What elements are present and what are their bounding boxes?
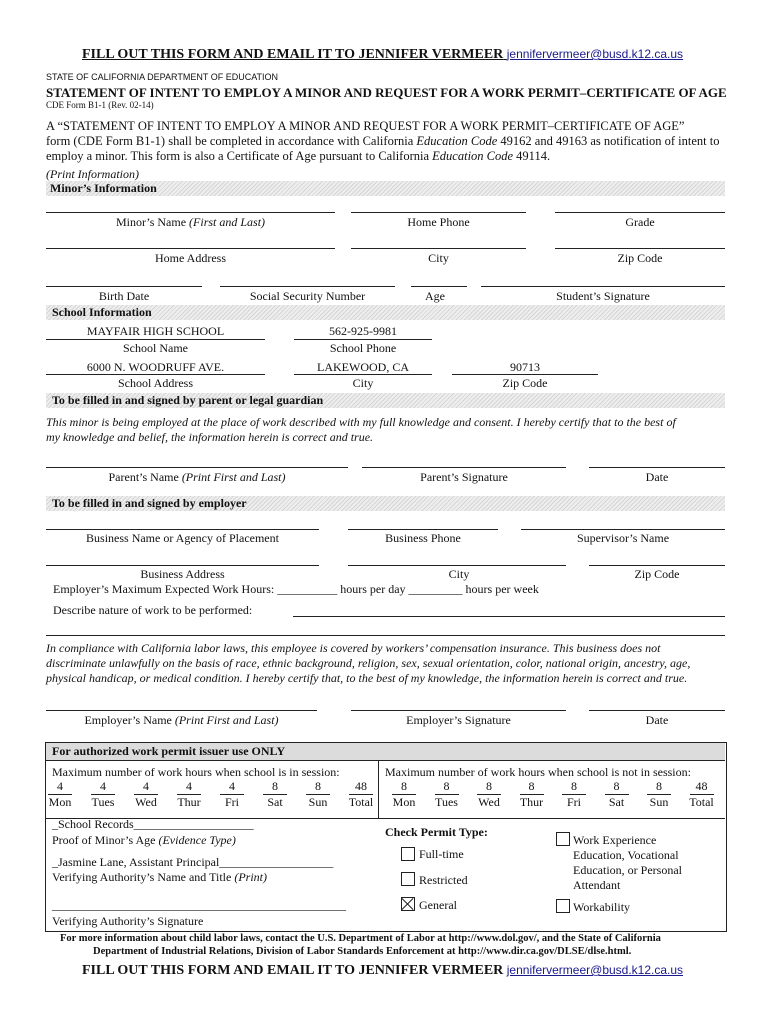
in-session-hours-sun: 8 [315, 779, 321, 793]
parent-date-label: Date [645, 470, 669, 484]
proof-of-age-value[interactable]: _School Records____________________ [52, 817, 254, 831]
in-session-label: Maximum number of work hours when school is in session: [52, 765, 340, 779]
in-session-hours-tues: 4 [100, 779, 106, 793]
restricted-label: Restricted [419, 873, 468, 887]
parent-section-title: To be filled in and signed by parent or legal guardian [52, 393, 324, 407]
school-city-value[interactable]: LAKEWOOD, CA [317, 360, 409, 374]
agency-name: STATE OF CALIFORNIA DEPARTMENT OF EDUCATION [46, 72, 279, 82]
work-experience-label-4: Attendant [573, 878, 621, 892]
grade-field[interactable] [555, 212, 725, 213]
zip-code-field[interactable] [555, 248, 725, 249]
supervisor-name-label: Supervisor’s Name [576, 531, 670, 545]
school-section-title: School Information [52, 305, 152, 319]
top-banner [82, 47, 683, 63]
student-signature-label: Student’s Signature [556, 289, 650, 303]
print-information-note: (Print Information) [46, 167, 139, 181]
business-phone-label: Business Phone [385, 531, 461, 545]
not-in-session-hours-wed: 8 [486, 779, 492, 793]
intro-line-1: A “STATEMENT OF INTENT TO EMPLOY A MINOR AND REQUEST FOR A WORK PERMIT–CERTIFICATE OF AGE” [46, 119, 685, 133]
school-zip-label: Zip Code [502, 376, 548, 390]
compliance-line-2: discriminate unlawfully on the basis of race, ethnic background, religion, sex, sexual orientation, color, national origin, ancestry, age, [46, 656, 691, 670]
business-address-label: Business Address [140, 567, 225, 581]
intro-line-2b: Education Code [416, 134, 498, 148]
bottom-banner [82, 963, 683, 979]
ssn-field[interactable] [220, 286, 395, 287]
business-city-field[interactable] [348, 565, 566, 566]
issuer-header [46, 743, 725, 761]
not-in-session-hours-total: 48 [695, 779, 708, 793]
describe-work-field[interactable] [293, 616, 725, 617]
employer-name-field[interactable] [46, 710, 317, 711]
business-city-label: City [448, 567, 470, 581]
work-experience-checkbox[interactable] [556, 832, 570, 846]
school-address-label: School Address [118, 376, 193, 390]
business-phone-field[interactable] [348, 529, 498, 530]
not-in-session-hours-sat: 8 [613, 779, 620, 793]
verifying-signature-label: Verifying Authority’s Signature [52, 914, 204, 928]
intro-line-3 [46, 149, 550, 164]
max-hours-line[interactable]: Employer’s Maximum Expected Work Hours: __________ hours per day _________ hours per week [53, 582, 539, 596]
in-session-hours-total: 48 [355, 779, 367, 793]
verifying-signature-line[interactable]: _________________________________________________ [52, 898, 346, 912]
in-session-day-sat: Sat [267, 795, 283, 809]
ssn-label: Social Security Number [249, 289, 366, 303]
parent-date-field[interactable] [589, 467, 725, 468]
employer-name-label: Employer’s Name (Print First and Last) [84, 713, 279, 727]
verifying-authority-label: Verifying Authority’s Name and Title (Print) [52, 870, 267, 884]
minor-name-label: Minor’s Name (First and Last) [115, 215, 266, 229]
in-session-day-fri: Fri [224, 795, 239, 809]
birth-date-label: Birth Date [98, 289, 150, 303]
not-in-session-day-sat: Sat [608, 795, 625, 809]
home-address-label: Home Address [155, 251, 226, 265]
not-in-session-day-mon: Mon [392, 795, 416, 809]
full-time-label: Full-time [419, 847, 464, 861]
school-name-underline [46, 339, 265, 340]
parent-name-label: Parent’s Name (Print First and Last) [108, 470, 286, 484]
bottom-banner-email-link[interactable]: jennifervermeer@busd.k12.ca.us [506, 963, 684, 977]
not-in-session-day-tues: Tues [435, 795, 458, 809]
not-in-session-day-thur: Thur [519, 795, 544, 809]
age-label: Age [425, 289, 445, 303]
work-experience-label-3: Education, or Personal [573, 863, 682, 877]
not-in-session-hours-tues: 8 [443, 779, 450, 793]
in-session-day-sun: Sun [308, 795, 328, 809]
minor-section-header [46, 181, 725, 196]
city-label: City [428, 251, 449, 265]
not-in-session-hours-fri: 8 [571, 779, 577, 793]
parent-statement-1: This minor is being employed at the place of work described with my full knowledge and consent. I hereby certify that to the best of [46, 415, 676, 429]
school-zip-value[interactable]: 90713 [510, 360, 540, 374]
home-phone-field[interactable] [351, 212, 526, 213]
school-zip-underline [452, 374, 598, 375]
parent-name-field[interactable] [46, 467, 348, 468]
form-title: STATEMENT OF INTENT TO EMPLOY A MINOR AND REQUEST FOR A WORK PERMIT–CERTIFICATE OF AGE [46, 85, 727, 100]
supervisor-name-field[interactable] [521, 529, 725, 530]
student-signature-field[interactable] [481, 286, 725, 287]
in-session-day-mon: Mon [48, 795, 72, 809]
business-zip-label: Zip Code [634, 567, 680, 581]
work-experience-label-2: Education, Vocational [573, 848, 679, 862]
footer-info-1: For more information about child labor laws, contact the U.S. Department of Labor at http://www.dol.gov/, and the State of California [60, 933, 661, 944]
in-session-day-tues: Tues [91, 795, 115, 809]
home-phone-label: Home Phone [407, 215, 470, 229]
in-session-day-thur: Thur [177, 795, 201, 809]
top-banner-email-link[interactable]: jennifervermeer@busd.k12.ca.us [506, 47, 684, 61]
parent-signature-field[interactable] [362, 467, 566, 468]
school-name-label: School Name [123, 341, 188, 355]
not-in-session-day-fri: Fri [566, 795, 581, 809]
employer-section-header [46, 496, 725, 511]
intro-line-2a: form (CDE Form B1-1) shall be completed in accordance with California [46, 134, 417, 148]
age-field[interactable] [411, 286, 467, 287]
parent-signature-label: Parent’s Signature [420, 470, 508, 484]
in-session-day-wed: Wed [135, 795, 157, 809]
workability-label: Workability [573, 900, 631, 914]
school-section-header [46, 305, 725, 320]
minor-section-title: Minor’s Information [50, 181, 157, 195]
in-session-hours-sat: 8 [272, 779, 278, 793]
parent-section-header [46, 393, 725, 408]
parent-statement-2: my knowledge and belief, the information herein is correct and true. [46, 430, 374, 444]
business-name-field[interactable] [46, 529, 319, 530]
business-address-field[interactable] [46, 565, 319, 566]
employer-signature-field[interactable] [351, 710, 566, 711]
not-in-session-label: Maximum number of work hours when school is not in session: [385, 765, 691, 779]
not-in-session-hours-thur: 8 [528, 779, 535, 793]
describe-work-field-2[interactable] [46, 635, 725, 636]
describe-work-label: Describe nature of work to be performed: [53, 603, 253, 617]
work-experience-label-1: Work Experience [573, 833, 657, 847]
intro-line-3b: Education Code [432, 149, 514, 163]
home-address-field[interactable] [46, 248, 335, 249]
form-number: CDE Form B1-1 (Rev. 02-14) [46, 100, 154, 110]
school-city-label: City [352, 376, 374, 390]
workability-checkbox[interactable] [556, 899, 570, 913]
compliance-line-1: In compliance with California labor laws, this employee is covered by workers’ compensation insurance. This business does not [46, 641, 661, 655]
business-name-label: Business Name or Agency of Placement [86, 531, 279, 545]
intro-line-2c: 49162 and 49163 as notification of intent to [497, 134, 720, 148]
school-phone-underline [294, 339, 432, 340]
in-session-hours-mon: 4 [57, 779, 63, 793]
employer-date-field[interactable] [589, 710, 725, 711]
city-field[interactable] [351, 248, 526, 249]
school-phone-value[interactable]: 562-925-9981 [329, 324, 397, 338]
intro-line-3c: 49114. [513, 149, 551, 163]
not-in-session-hours-sun: 8 [656, 779, 662, 793]
general-label: General [419, 898, 457, 912]
verifying-authority-value[interactable]: _Jasmine Lane, Assistant Principal___________________ [52, 855, 334, 869]
birth-date-field[interactable] [46, 286, 202, 287]
zip-code-label: Zip Code [617, 251, 663, 265]
school-name-value[interactable]: MAYFAIR HIGH SCHOOL [86, 324, 225, 338]
not-in-session-day-wed: Wed [478, 795, 500, 809]
not-in-session-hours-mon: 8 [401, 779, 407, 793]
school-city-underline [294, 374, 432, 375]
employer-signature-label: Employer’s Signature [406, 713, 511, 727]
proof-of-age-label: Proof of Minor’s Age (Evidence Type) [52, 833, 236, 847]
school-phone-label: School Phone [329, 341, 397, 355]
employer-section-title: To be filled in and signed by employer [52, 496, 247, 510]
intro-line-3a: employ a minor. This form is also a Certificate of Age pursuant to California [46, 149, 433, 163]
intro-line-2 [46, 134, 719, 149]
school-address-underline [46, 374, 265, 375]
in-session-hours-wed: 4 [143, 779, 149, 793]
in-session-hours-fri: 4 [229, 779, 235, 793]
top-banner-text: FILL OUT THIS FORM AND EMAIL IT TO JENNIFER VERMEER [82, 47, 504, 62]
in-session-day-total: Total [348, 795, 374, 809]
not-in-session-day-total: Total [689, 795, 714, 809]
business-zip-field[interactable] [589, 565, 725, 566]
minor-name-field[interactable] [46, 212, 335, 213]
not-in-session-day-sun: Sun [649, 795, 669, 809]
school-address-value[interactable]: 6000 N. WOODRUFF AVE. [86, 360, 225, 374]
issuer-section-title: For authorized work permit issuer use ONLY [52, 744, 286, 758]
bottom-banner-text: FILL OUT THIS FORM AND EMAIL IT TO JENNIFER VERMEER [82, 963, 504, 978]
employer-date-label: Date [645, 713, 669, 727]
compliance-line-3: physical handicap, or medical condition. I hereby certify that, to the best of my knowledge, the information herein is correct and true. [46, 671, 688, 685]
in-session-hours-thur: 4 [186, 779, 192, 793]
restricted-checkbox[interactable] [401, 872, 415, 886]
full-time-checkbox[interactable] [401, 847, 415, 861]
footer-info-2: Department of Industrial Relations, Division of Labor Standards Enforcement at http://www.dir.ca.gov/DLSE/dlse.html. [93, 946, 632, 957]
check-permit-type-label: Check Permit Type: [385, 825, 488, 839]
general-checkbox[interactable] [401, 897, 415, 911]
grade-label: Grade [625, 215, 655, 229]
